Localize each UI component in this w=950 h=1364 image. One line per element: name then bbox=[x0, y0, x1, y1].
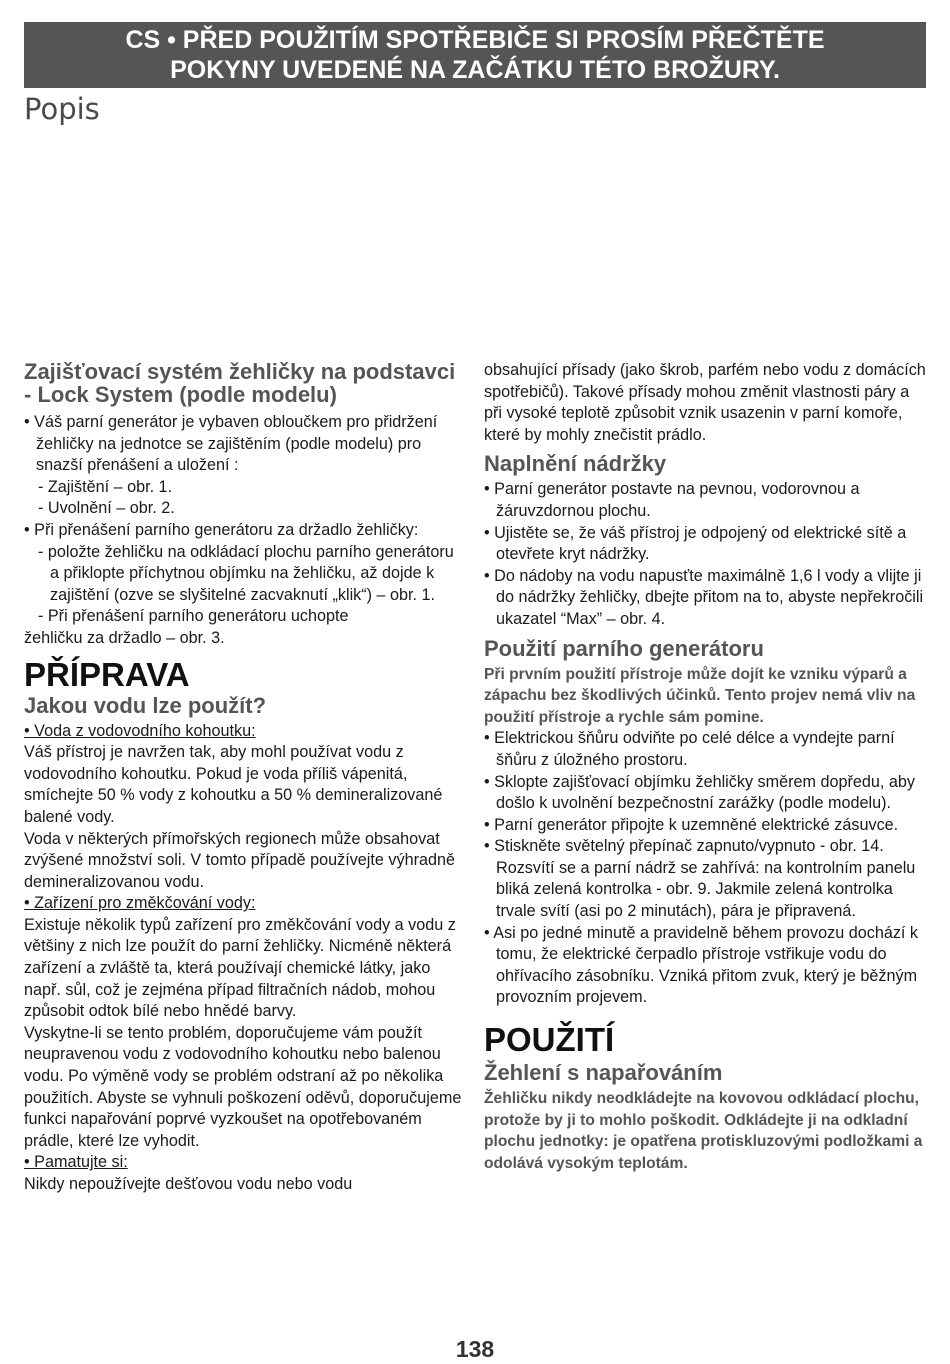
water-paragraph-1: Váš přístroj je navržen tak, aby mohl používat vodu z vodovodního kohoutku. Pokud je voda příliš vápenitá, smíchejte 50 % vody z kohoutku a 50 % demineralizované balené vody. bbox=[24, 743, 443, 826]
use-bullet-5: • Asi po jedné minutě a pravidelně během provozu dochází k tomu, že elektrické čerpadlo přístroje vstřikuje vodu do ohřívacího zásobníku. Vzniká přitom zvuk, který je běžným provozním projevem. bbox=[484, 923, 919, 1007]
water-paragraph-3: Existuje několik typů zařízení pro změkčování vody a vodu z většiny z nich lze použít do parní žehličky. Nicméně některá zařízení a zvláště ta, která používají chemické látky, jako např. sůl, což je zejména případ filtračních nádob, mohou způsobit odtok bílé nebo hnědé barvy. bbox=[24, 915, 456, 1021]
heading-pouziti: POUŽITÍ bbox=[484, 1021, 615, 1059]
lock-paragraph-2: • Při přenášení parního generátoru za držadlo žehličky: bbox=[24, 520, 419, 539]
use-bullet-4: • Stiskněte světelný přepínač zapnuto/vypnuto - obr. 14. Rozsvítí se a parní nádrž se zahřívá: na kontrolním panelu bliká zelená kontrolka - obr. 9. Jakmile zelená kontrolka trvale svítí (asi po 2 minutách), pára je připravená. bbox=[484, 837, 916, 921]
fill-bullet-1: • Parní generátor postavte na pevnou, vodorovnou a žáruvzdornou plochu. bbox=[484, 480, 860, 520]
water-heading: Jakou vodu lze použít? bbox=[24, 692, 267, 718]
water-paragraph-5: Nikdy nepoužívejte dešťovou vodu nebo vodu bbox=[24, 1175, 353, 1193]
continued-paragraph: obsahující přísady (jako škrob, parfém nebo vodu z domácích spotřebičů). Takové přísady mohou změnit vlastnosti páry a při vysoké teplotě způsobit vznik usazenin v parní komoře, které by mohly znečistit prádlo. bbox=[484, 361, 926, 444]
water-paragraph-2: Voda v některých přímořských regionech může obsahovat zvýšené množství soli. V tomto případě používejte výhradně demineralizovanou vodu. bbox=[24, 829, 455, 891]
banner-line-1: CS • PŘED POUŽITÍM SPOTŘEBIČE SI PROSÍM PŘEČTĚTE bbox=[125, 26, 825, 54]
lock-dash-1: - Zajištění – obr. 1. bbox=[38, 477, 173, 496]
lock-dash-3: - položte žehličku na odkládací plochu parního generátoru a přiklopte příchytnou objímku na žehličku, až dojde k zajištění (ozve se slyšitelné zacvaknutí „klik“) – obr. 1. bbox=[38, 542, 454, 604]
water-paragraph-4: Vyskytne-li se tento problém, doporučujeme vám použít neupravenou vodu z vodovodního kohoutku nebo balenou vodu. Po výměně vody se problém odstraní až po několika použitích. Abyste se vyhnuli poškození oděvů, doporučujeme funkci napařování poprvé vyzkoušet na opotřebovaném prádle, které lze vyhodit. bbox=[24, 1023, 462, 1150]
fill-tank-heading: Naplnění nádržky bbox=[484, 451, 667, 477]
lock-system-heading: Zajišťovací systém žehličky na podstavci - Lock System (podle modelu) bbox=[24, 359, 456, 407]
use-generator-heading: Použití parního generátoru bbox=[484, 635, 764, 661]
lock-dash-4-cont: žehličku za držadlo – obr. 3. bbox=[24, 628, 225, 647]
fill-bullet-2: • Ujistěte se, že váš přístroj je odpojený od elektrické sítě a otevřete kryt nádržky. bbox=[484, 523, 907, 564]
ironing-warning-bold: Žehličku nikdy neodkládejte na kovovou odkládací plochu, protože by ji to mohlo poškodit. Odkládejte ji na odkladní plochu jednotky: je opatřena protiskluzovými podložkami a odolává vysokým teplotám. bbox=[484, 1090, 923, 1172]
heading-priprava: PŘÍPRAVA bbox=[24, 655, 190, 693]
fill-bullet-3: • Do nádoby na vodu napusťte maximálně 1,6 l vody a vlijte ji do nádržky žehličky, dbejte přitom na to, abyste nepřekročili ukazatel “Max” – obr. 4. bbox=[484, 566, 924, 628]
lock-dash-2: - Uvolnění – obr. 2. bbox=[38, 499, 175, 518]
use-bullet-3: • Parní generátor připojte k uzemněné elektrické zásuvce. bbox=[484, 815, 899, 834]
header-banner bbox=[24, 22, 926, 88]
banner-line-2: POKYNY UVEDENÉ NA ZAČÁTKU TÉTO BROŽURY. bbox=[170, 56, 780, 84]
water-subheading-tap: • Voda z vodovodního kohoutku: bbox=[24, 721, 256, 740]
page-number: 138 bbox=[455, 1336, 495, 1362]
water-subheading-softener: • Zařízení pro změkčování vody: bbox=[24, 894, 256, 913]
use-bullet-1: • Elektrickou šňůru odviňte po celé délce a vyndejte parní šňůru z úložného prostoru. bbox=[484, 729, 895, 769]
use-warning-bold: Při prvním použití přístroje může dojít ke vzniku výparů a zápachu bez škodlivých účinků. Tento projev nemá vliv na použití přístroje a rychle sám pomine. bbox=[484, 665, 916, 726]
use-bullet-2: • Sklopte zajišťovací objímku žehličky směrem dopředu, aby došlo k uvolnění bezpečnostní zarážky (podle modelu). bbox=[484, 772, 916, 813]
section-title-popis: Popis bbox=[24, 92, 100, 126]
left-column bbox=[24, 360, 464, 1196]
steam-ironing-heading: Žehlení s napařováním bbox=[484, 1060, 723, 1086]
lock-paragraph-1: • Váš parní generátor je vybaven obloučkem pro přidržení žehličky na jednotce se zajištěním (podle modelu) pro snazší přenášení a uložení : bbox=[24, 413, 438, 475]
lock-dash-4: - Při přenášení parního generátoru uchopte bbox=[38, 607, 349, 626]
water-subheading-remember: • Pamatujte si: bbox=[24, 1153, 128, 1172]
right-column bbox=[484, 360, 930, 1174]
